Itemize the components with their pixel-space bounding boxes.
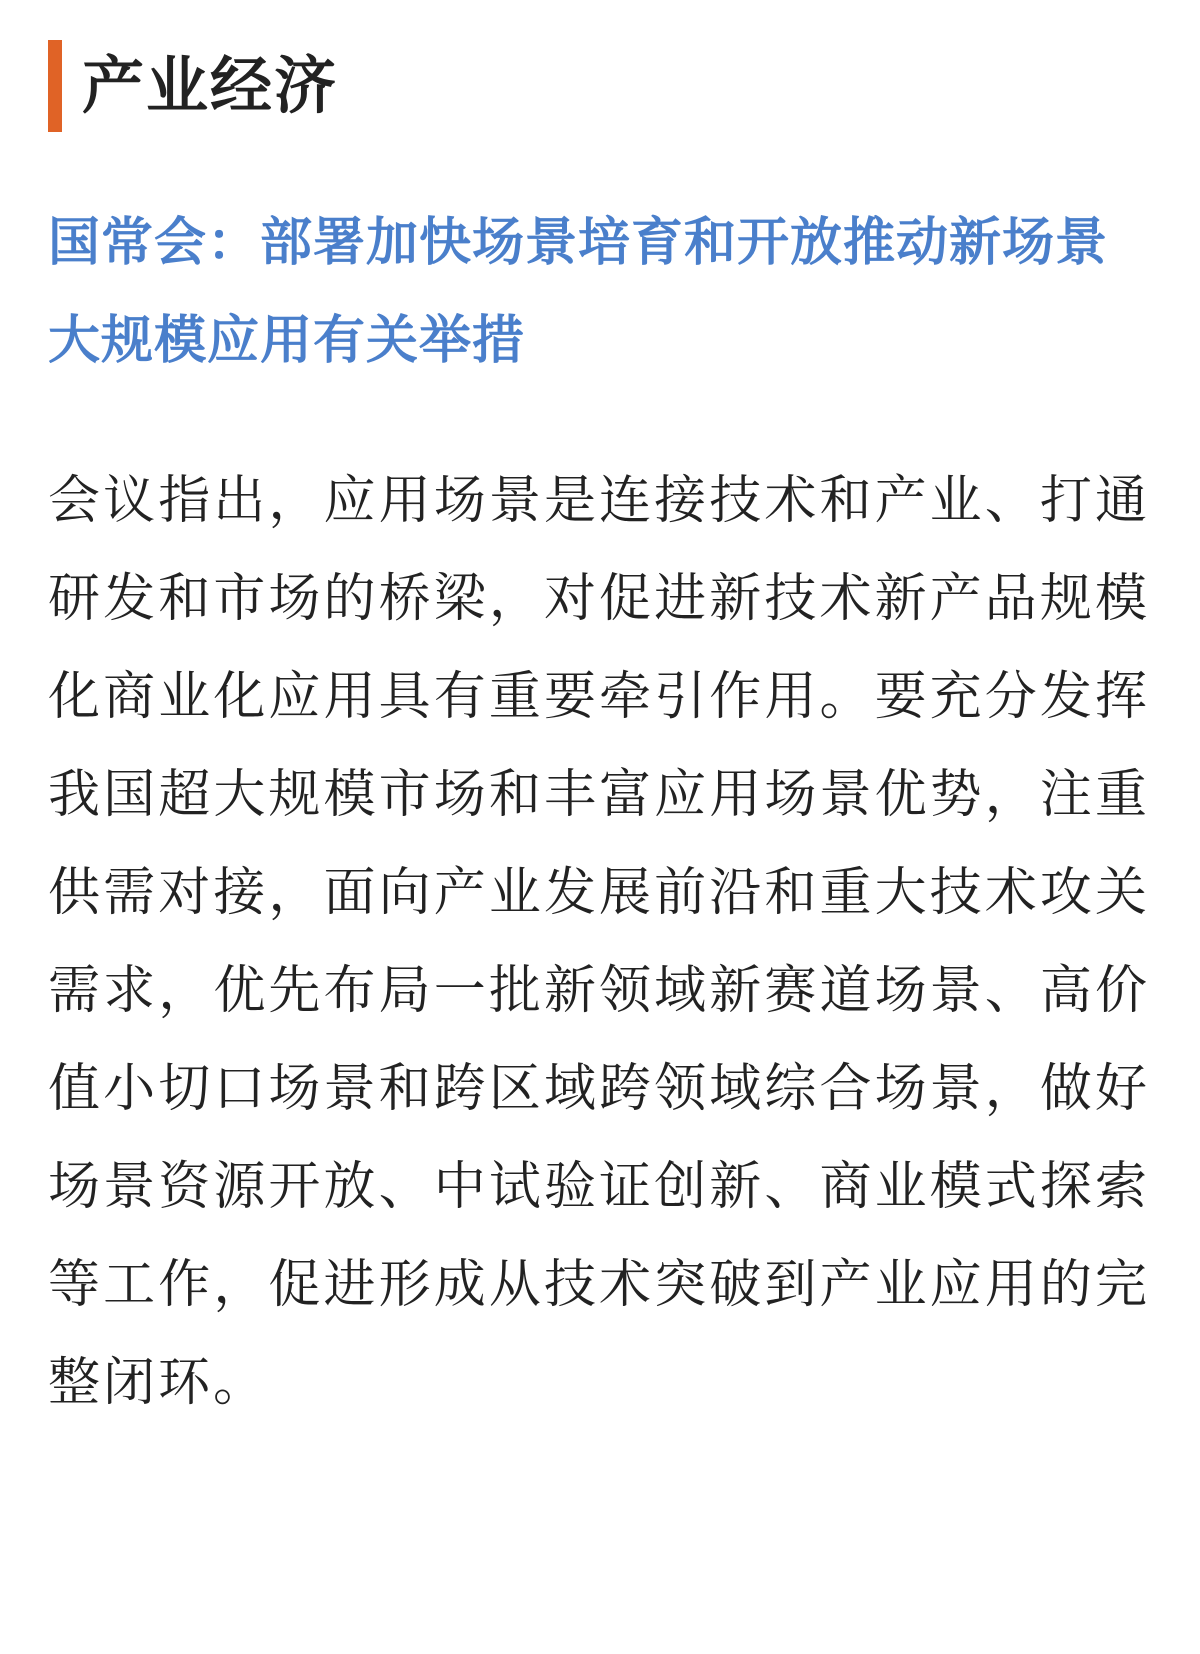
section-accent-bar	[48, 40, 62, 132]
article-headline[interactable]: 国常会：部署加快场景培育和开放推动新场景大规模应用有关举措	[48, 213, 1109, 371]
section-title: 产业经济	[82, 49, 339, 122]
article-body: 会议指出，应用场景是连接技术和产业、打通研发和市场的桥梁，对促进新技术新产品规模化商业化应用具有重要牵引作用。要充分发挥我国超大规模市场和丰富应用场景优势，注重供需对接，面向产业发展前沿和重大技术攻关需求，优先布局一批新领域新赛道场景、高价值小切口场景和跨区域跨领域综合场景，做好场景资源开放、中试验证创新、商业模式探索等工作，促进形成从技术突破到产业应用的完整闭环。	[48, 471, 1150, 1413]
section-header	[48, 0, 1150, 132]
